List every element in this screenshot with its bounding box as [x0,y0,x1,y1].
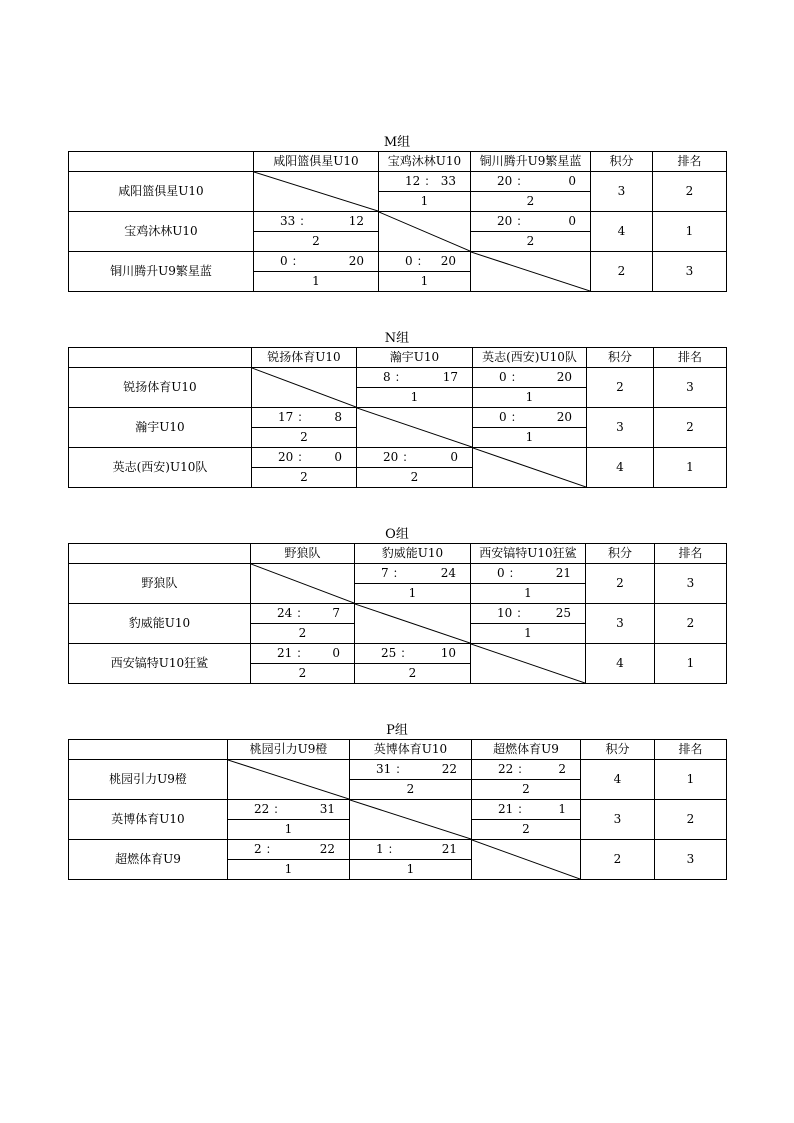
match-score-cell [379,172,471,192]
score-opponent: 20 [556,370,572,384]
match-points-cell: 2 [357,468,473,488]
team-row-score [69,604,727,624]
column-team-header: 桃园引力U9橙 [228,740,350,760]
self-match-cell [472,840,581,880]
points-header: 积分 [591,152,653,172]
score-own-group [498,800,529,819]
match-score-cell [254,252,379,272]
score-opponent: 0 [332,646,340,660]
match-points-cell: 1 [228,860,350,880]
column-team-header: 英博体育U10 [350,740,472,760]
score-opponent: 25 [555,606,571,620]
group-3 [68,723,726,880]
score-own: 22 [498,762,514,776]
match-score [251,604,354,623]
score-separator: ： [273,802,286,816]
score-separator: ： [510,370,523,384]
match-score-cell [473,408,587,428]
rank-header: 排名 [653,152,727,172]
match-points-cell: 1 [471,624,586,644]
score-separator: ： [516,606,529,620]
match-score-cell [252,408,357,428]
score-own: 21 [277,646,293,660]
match-score-cell [471,212,591,232]
self-match-cell [357,408,473,448]
rank: 1 [655,760,727,800]
self-match-cell [228,760,350,800]
score-separator: ： [400,646,413,660]
score-own: 20 [497,174,513,188]
self-match-cell [379,212,471,252]
score-separator: ： [508,566,521,580]
self-match-cell [471,644,586,684]
match-score-cell [251,644,355,664]
row-team-name: 桃园引力U9橙 [69,760,228,800]
match-score [350,840,471,859]
match-points-cell: 2 [251,624,355,644]
row-team-name: 豹威能U10 [69,604,251,644]
match-points-cell: 1 [228,820,350,840]
score-separator: ： [416,254,429,268]
group-1 [68,331,726,488]
match-score [254,212,378,231]
score-own-group [277,644,308,663]
match-points-cell: 1 [471,584,586,604]
score-opponent: 0 [568,214,576,228]
column-team-header: 瀚宇U10 [357,348,473,368]
rank: 2 [655,800,727,840]
group-2 [68,527,726,684]
header-row [69,544,727,564]
match-score-cell [252,448,357,468]
score-separator: ： [296,606,309,620]
match-points-cell: 1 [473,388,587,408]
points-header: 积分 [581,740,655,760]
score-own: 20 [278,450,294,464]
header-row [69,152,727,172]
diagonal-line [251,564,354,603]
match-score-cell [350,840,472,860]
score-opponent: 12 [348,214,364,228]
score-own: 31 [376,762,392,776]
match-score [471,604,585,623]
score-own: 24 [277,606,293,620]
match-score [473,408,586,427]
match-points-cell: 2 [472,780,581,800]
match-score [379,252,470,271]
score-opponent: 24 [440,566,456,580]
match-points-cell: 2 [252,428,357,448]
match-score [252,408,356,427]
diagonal-line [228,760,349,799]
total-points: 4 [587,448,654,488]
score-own-group [499,408,523,427]
row-team-name: 野狼队 [69,564,251,604]
match-points-cell: 2 [471,232,591,252]
score-own: 8 [383,370,391,384]
score-opponent: 1 [558,802,566,816]
match-score-cell [228,840,350,860]
column-team-header: 英志(西安)U10队 [473,348,587,368]
score-own: 0 [280,254,288,268]
match-score [355,644,470,663]
match-score [254,252,378,271]
score-own-group [383,368,407,387]
score-opponent: 8 [334,410,342,424]
score-opponent: 20 [440,254,456,268]
score-own-group [499,368,523,387]
score-own-group [277,604,308,623]
group-table [68,347,727,488]
group-0 [68,135,726,292]
score-own-group [383,448,414,467]
match-score [473,368,586,387]
row-team-name: 咸阳篮俱星U10 [69,172,254,212]
group-title: M组 [383,135,411,150]
match-points-cell: 2 [252,468,357,488]
match-score-cell [355,644,471,664]
row-team-name: 超燃体育U9 [69,840,228,880]
score-separator: ： [516,174,529,188]
total-points: 3 [587,408,654,448]
group-table [68,543,727,684]
match-score-cell [350,760,472,780]
score-own: 21 [498,802,514,816]
score-own: 10 [497,606,513,620]
score-separator: ： [265,842,278,856]
score-own: 17 [278,410,294,424]
self-match-cell [473,448,587,488]
match-score-cell [357,448,473,468]
column-team-header: 西安镐特U10狂鲨 [471,544,586,564]
rank: 3 [654,368,727,408]
score-separator: ： [395,762,408,776]
score-opponent: 21 [441,842,457,856]
score-own: 0 [405,254,413,268]
score-own: 2 [254,842,262,856]
score-separator: ： [296,646,309,660]
team-row-score [69,408,727,428]
match-score-cell [471,604,586,624]
score-own: 20 [497,214,513,228]
team-row-score [69,800,727,820]
rank: 3 [655,564,727,604]
match-score [471,172,590,191]
total-points: 4 [591,212,653,252]
score-opponent: 21 [555,566,571,580]
self-match-cell [251,564,355,604]
corner-cell [69,348,252,368]
rank: 2 [655,604,727,644]
rank: 2 [654,408,727,448]
team-row-score [69,760,727,780]
match-points-cell: 1 [355,584,471,604]
match-points-cell: 2 [251,664,355,684]
match-score [350,760,471,779]
score-separator: ： [517,762,530,776]
match-score [471,564,585,583]
score-opponent: 7 [332,606,340,620]
group-table [68,151,727,292]
score-separator: ： [516,214,529,228]
match-score [251,644,354,663]
match-points-cell: 1 [379,192,471,212]
total-points: 2 [587,368,654,408]
diagonal-line [379,212,470,251]
match-score [357,448,472,467]
match-score-cell [472,800,581,820]
match-score-cell [251,604,355,624]
team-row-score [69,644,727,664]
rank: 1 [655,644,727,684]
score-separator: ： [297,410,310,424]
match-score [355,564,470,583]
group-title: P组 [386,723,408,738]
score-own: 1 [376,842,384,856]
score-own-group [278,408,309,427]
column-team-header: 豹威能U10 [355,544,471,564]
score-own-group [497,604,528,623]
score-opponent: 0 [568,174,576,188]
rank: 1 [653,212,727,252]
score-opponent: 10 [440,646,456,660]
score-opponent: 33 [440,174,456,188]
score-opponent: 2 [558,762,566,776]
match-score [471,212,590,231]
self-match-cell [355,604,471,644]
group-title: N组 [384,331,410,346]
corner-cell [69,544,251,564]
corner-cell [69,740,228,760]
corner-cell [69,152,254,172]
score-own-group [280,212,311,231]
team-row-score [69,212,727,232]
match-score-cell [472,760,581,780]
score-own: 33 [280,214,296,228]
score-own-group [254,800,285,819]
total-points: 4 [586,644,655,684]
match-score [472,800,580,819]
match-points-cell: 2 [350,780,472,800]
score-own: 0 [499,410,507,424]
diagonal-line [357,408,472,447]
group-title: O组 [385,527,409,542]
score-separator: ： [424,174,437,188]
score-own: 25 [381,646,397,660]
score-separator: ： [392,566,405,580]
header-row [69,740,727,760]
total-points: 2 [591,252,653,292]
total-points: 3 [591,172,653,212]
team-row-score [69,252,727,272]
column-team-header: 咸阳篮俱星U10 [254,152,379,172]
score-separator: ： [291,254,304,268]
match-score [357,368,472,387]
team-row-score [69,368,727,388]
rank-header: 排名 [654,348,727,368]
self-match-cell [350,800,472,840]
score-own: 0 [499,370,507,384]
self-match-cell [471,252,591,292]
match-score-cell [228,800,350,820]
row-team-name: 瀚宇U10 [69,408,252,448]
points-header: 积分 [586,544,655,564]
rank: 2 [653,172,727,212]
score-own: 12 [405,174,421,188]
score-own-group [497,172,528,191]
team-row-score [69,564,727,584]
score-own-group [376,760,407,779]
diagonal-line [472,840,580,879]
total-points: 2 [581,840,655,880]
score-opponent: 17 [442,370,458,384]
match-score [379,172,470,191]
score-separator: ： [517,802,530,816]
row-team-name: 铜川腾升U9繁星蓝 [69,252,254,292]
diagonal-line [252,368,356,407]
score-opponent: 22 [319,842,335,856]
group-table [68,739,727,880]
match-points-cell: 1 [350,860,472,880]
match-points-cell: 2 [471,192,591,212]
match-points-cell: 1 [357,388,473,408]
match-score-cell [355,564,471,584]
match-points-cell: 2 [472,820,581,840]
rank-header: 排名 [655,544,727,564]
score-separator: ： [402,450,415,464]
score-opponent: 22 [441,762,457,776]
match-score-cell [471,172,591,192]
rank: 1 [654,448,727,488]
row-team-name: 宝鸡沐林U10 [69,212,254,252]
rank: 3 [653,252,727,292]
header-row [69,348,727,368]
score-own-group [254,840,278,859]
match-score [472,760,580,779]
match-score-cell [471,564,586,584]
score-opponent: 20 [348,254,364,268]
row-team-name: 锐扬体育U10 [69,368,252,408]
rank: 3 [655,840,727,880]
score-own-group [405,172,436,191]
diagonal-line [471,644,585,683]
column-team-header: 超燃体育U9 [472,740,581,760]
score-own-group [497,564,521,583]
score-own-group [278,448,309,467]
total-points: 3 [581,800,655,840]
match-points-cell: 2 [254,232,379,252]
match-score [252,448,356,467]
total-points: 4 [581,760,655,800]
score-opponent: 31 [319,802,335,816]
score-own-group [280,252,304,271]
column-team-header: 宝鸡沐林U10 [379,152,471,172]
score-own: 20 [383,450,399,464]
row-team-name: 西安镐特U10狂鲨 [69,644,251,684]
score-own: 0 [497,566,505,580]
match-score-cell [379,252,471,272]
match-score-cell [357,368,473,388]
score-own-group [497,212,528,231]
score-opponent: 0 [334,450,342,464]
match-points-cell: 1 [473,428,587,448]
match-points-cell: 1 [254,272,379,292]
score-own-group [405,252,429,271]
diagonal-line [355,604,470,643]
score-separator: ： [394,370,407,384]
diagonal-line [473,448,586,487]
match-score-cell [473,368,587,388]
team-row-score [69,840,727,860]
team-row-score [69,172,727,192]
score-opponent: 20 [556,410,572,424]
column-team-header: 锐扬体育U10 [252,348,357,368]
match-score-cell [254,212,379,232]
match-score [228,800,349,819]
diagonal-line [471,252,590,291]
total-points: 3 [586,604,655,644]
diagonal-line [254,172,378,211]
match-points-cell: 2 [355,664,471,684]
team-row-score [69,448,727,468]
score-own-group [498,760,529,779]
score-separator: ： [299,214,312,228]
points-header: 积分 [587,348,654,368]
column-team-header: 野狼队 [251,544,355,564]
score-own: 22 [254,802,270,816]
score-own: 7 [381,566,389,580]
row-team-name: 英志(西安)U10队 [69,448,252,488]
total-points: 2 [586,564,655,604]
column-team-header: 铜川腾升U9繁星蓝 [471,152,591,172]
score-own-group [381,644,412,663]
self-match-cell [252,368,357,408]
row-team-name: 英博体育U10 [69,800,228,840]
diagonal-line [350,800,471,839]
score-own-group [376,840,400,859]
rank-header: 排名 [655,740,727,760]
score-separator: ： [297,450,310,464]
match-score [228,840,349,859]
score-separator: ： [387,842,400,856]
score-own-group [381,564,405,583]
score-opponent: 0 [450,450,458,464]
match-points-cell: 1 [379,272,471,292]
score-separator: ： [510,410,523,424]
self-match-cell [254,172,379,212]
